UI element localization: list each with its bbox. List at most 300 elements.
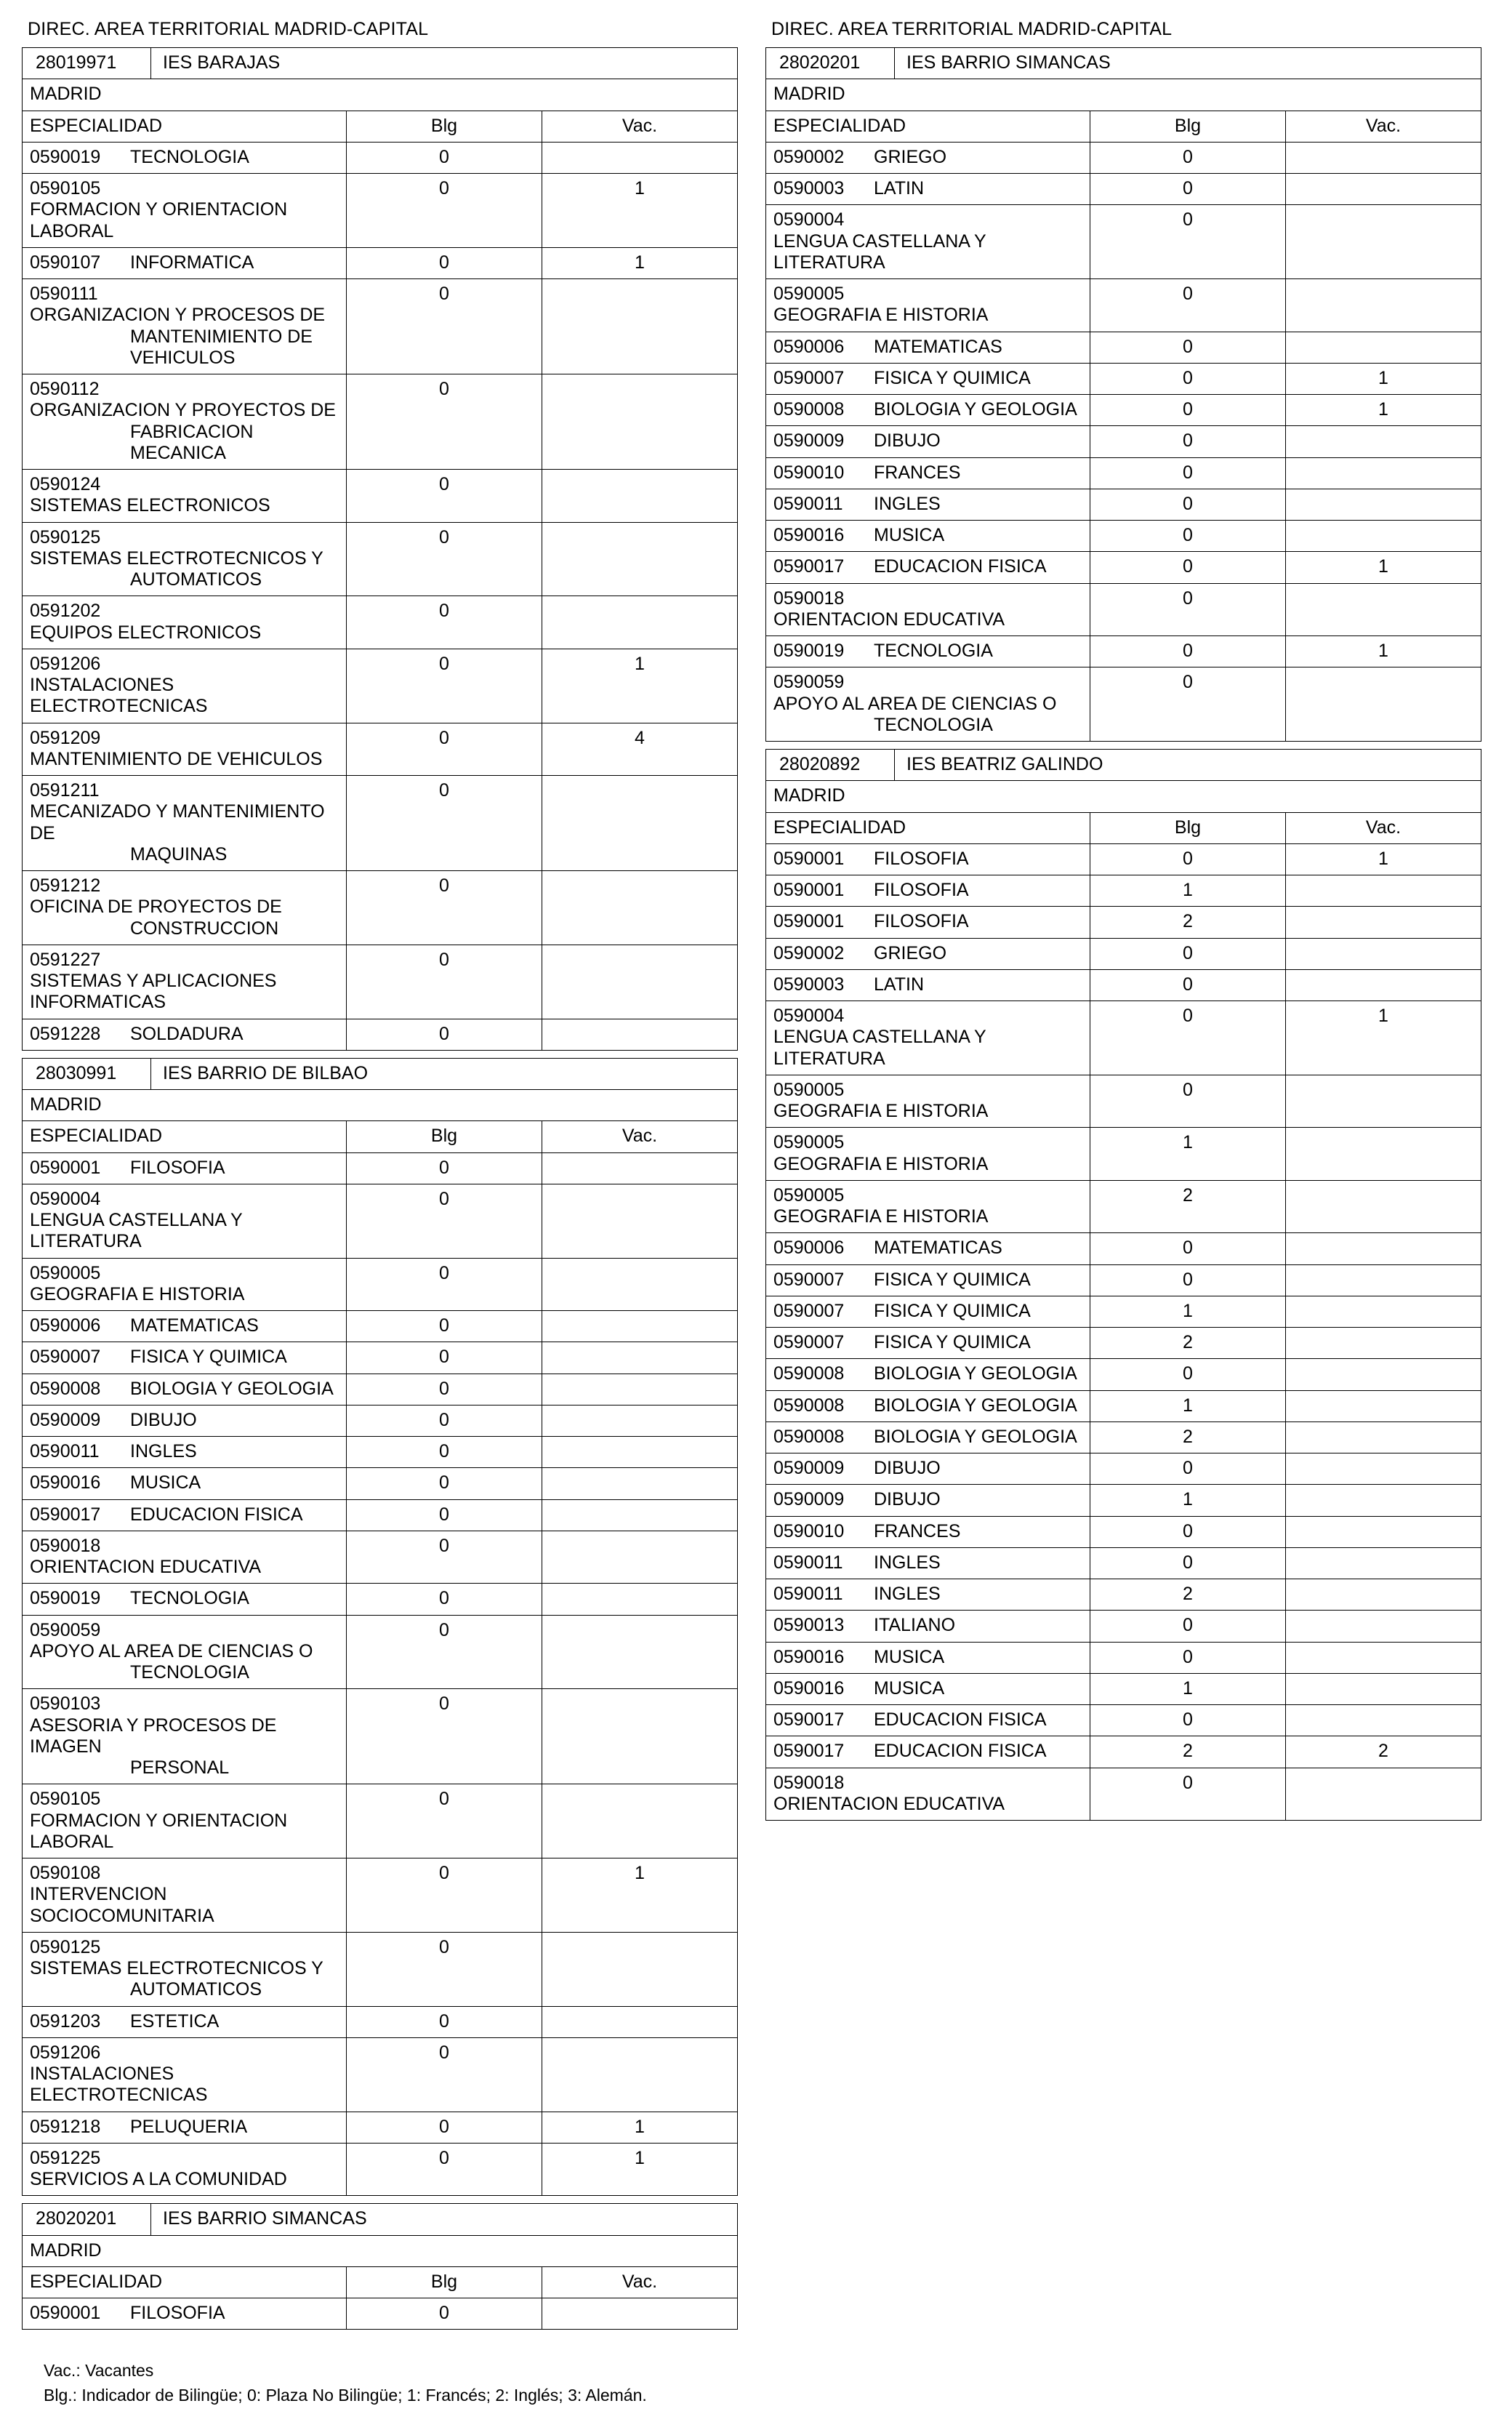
school-name: IES BARRIO DE BILBAO	[151, 1058, 738, 1089]
specialty-code: 0590112	[30, 379, 100, 399]
blg-value: 0	[1090, 1264, 1286, 1296]
table-row	[23, 174, 738, 248]
vac-value	[1286, 1673, 1481, 1704]
column-header-blg: Blg	[1090, 812, 1286, 843]
blg-value: 0	[347, 871, 542, 945]
specialty-name: FISICA Y QUIMICA	[130, 1347, 287, 1368]
table-row	[766, 457, 1481, 489]
school-block	[765, 749, 1481, 1821]
vac-value	[1286, 1421, 1481, 1453]
specialty-cell	[23, 776, 347, 871]
school-header-row	[23, 48, 738, 79]
table-row	[23, 1152, 738, 1184]
specialty-code: 0590008	[773, 1363, 845, 1384]
blg-value: 0	[347, 1405, 542, 1436]
blg-value: 1	[1090, 1673, 1286, 1704]
specialty-name: SERVICIOS A LA COMUNIDAD	[30, 2169, 287, 2189]
specialty-cell	[23, 1374, 347, 1405]
blg-value: 0	[1090, 969, 1286, 1001]
table-row	[766, 583, 1481, 636]
specialty-name: SISTEMAS ELECTROTECNICOS Y	[30, 1958, 323, 1978]
table-row	[766, 552, 1481, 583]
specialty-code: 0591206	[30, 653, 101, 674]
specialty-code: 0590004	[30, 1188, 101, 1209]
table-row	[23, 2006, 738, 2037]
specialty-cell	[766, 142, 1090, 173]
blg-value: 2	[1090, 907, 1286, 938]
table-row	[23, 2143, 738, 2196]
specialty-code: 0590008	[773, 399, 845, 420]
column-header-vac: Vac.	[1286, 812, 1481, 843]
specialty-name: SISTEMAS ELECTROTECNICOS Y	[30, 548, 323, 569]
vac-value	[1286, 1579, 1481, 1611]
blg-value: 0	[1090, 1359, 1286, 1390]
specialty-code: 0591202	[30, 601, 101, 622]
blg-value: 0	[1090, 363, 1286, 394]
specialty-name: EDUCACION FISICA	[874, 556, 1047, 577]
specialty-cell	[766, 1547, 1090, 1579]
table-row	[766, 1390, 1481, 1421]
specialty-cell	[766, 1485, 1090, 1516]
town-name: MADRID	[23, 1090, 738, 1121]
specialty-name: FILOSOFIA	[874, 911, 969, 932]
specialty-name: DIBUJO	[130, 1409, 197, 1430]
school-code: 28020892	[766, 750, 895, 781]
specialty-cell	[766, 1453, 1090, 1485]
specialty-name: INGLES	[874, 1552, 941, 1573]
specialty-code: 0590016	[30, 1472, 101, 1493]
table-row	[23, 470, 738, 523]
specialty-name: FILOSOFIA	[130, 2303, 225, 2323]
table-row	[766, 1485, 1481, 1516]
specialty-cell	[23, 522, 347, 596]
specialty-code: 0590059	[773, 672, 845, 693]
table-row	[766, 205, 1481, 279]
specialty-name-continuation: PERSONAL	[130, 1757, 230, 1778]
vac-value	[1286, 1705, 1481, 1736]
specialty-code: 0590009	[30, 1409, 101, 1430]
specialty-name: DIBUJO	[874, 1489, 941, 1510]
blg-value: 0	[347, 1932, 542, 2006]
town-name: MADRID	[23, 79, 738, 111]
table-row	[766, 279, 1481, 332]
blg-value: 0	[1090, 1453, 1286, 1485]
specialty-name: GEOGRAFIA E HISTORIA	[773, 1206, 989, 1227]
blg-value: 0	[347, 649, 542, 723]
vac-value	[542, 1784, 738, 1858]
vac-value	[542, 1584, 738, 1615]
vac-value: 1	[1286, 636, 1481, 667]
specialty-code: 0590001	[773, 848, 845, 869]
specialty-cell	[766, 1579, 1090, 1611]
specialty-name: INGLES	[874, 1584, 941, 1604]
specialty-cell	[23, 1019, 347, 1050]
blg-value: 0	[347, 174, 542, 248]
specialty-code: 0590017	[773, 1741, 845, 1762]
table-row	[766, 489, 1481, 520]
blg-value: 0	[347, 1374, 542, 1405]
specialty-cell	[23, 1468, 347, 1499]
specialty-code: 0590001	[773, 911, 845, 932]
column-header-blg: Blg	[347, 111, 542, 142]
vac-value	[542, 2298, 738, 2330]
specialty-code: 0590010	[773, 462, 845, 483]
vac-value	[1286, 907, 1481, 938]
specialty-cell	[23, 1184, 347, 1258]
specialty-name: MANTENIMIENTO DE VEHICULOS	[30, 748, 323, 769]
specialty-cell	[766, 1075, 1090, 1128]
specialty-cell	[766, 1390, 1090, 1421]
table-row	[766, 1516, 1481, 1547]
table-row	[766, 667, 1481, 742]
table-row	[23, 142, 738, 173]
specialty-cell	[766, 1328, 1090, 1359]
specialty-code: 0590011	[773, 1584, 843, 1604]
town-row	[23, 1090, 738, 1121]
specialty-name: FILOSOFIA	[874, 848, 969, 869]
blg-value: 2	[1090, 1736, 1286, 1768]
blg-value: 0	[1090, 279, 1286, 332]
vac-value	[542, 1184, 738, 1258]
table-row	[23, 1374, 738, 1405]
specialty-code: 0590019	[30, 1588, 101, 1609]
specialty-code: 0590001	[30, 1157, 101, 1178]
blg-value: 0	[1090, 142, 1286, 173]
vac-value: 1	[542, 2112, 738, 2143]
blg-value: 0	[347, 2143, 542, 2196]
town-row	[766, 781, 1481, 812]
table-row	[23, 1499, 738, 1531]
town-name: MADRID	[766, 79, 1481, 111]
table-row	[23, 596, 738, 649]
specialty-code: 0590008	[773, 1426, 845, 1447]
specialty-cell	[766, 875, 1090, 907]
specialty-cell	[23, 1615, 347, 1689]
specialty-code: 0590019	[773, 641, 845, 661]
school-name: IES BARAJAS	[151, 48, 738, 79]
specialty-cell	[766, 1128, 1090, 1181]
vac-value	[542, 1311, 738, 1342]
blg-value: 0	[1090, 489, 1286, 520]
vac-value	[1286, 1768, 1481, 1821]
specialty-code: 0590001	[773, 880, 845, 900]
specialty-cell	[23, 1437, 347, 1468]
specialty-name: INSTALACIONES ELECTROTECNICAS	[30, 675, 208, 717]
blg-value: 0	[1090, 843, 1286, 875]
specialty-code: 0591227	[30, 949, 101, 970]
specialty-cell	[23, 1689, 347, 1784]
school-code: 28030991	[23, 1058, 151, 1089]
specialty-cell	[23, 2112, 347, 2143]
table-row	[23, 1258, 738, 1311]
specialty-cell	[23, 1405, 347, 1436]
specialty-name: DIBUJO	[874, 1458, 941, 1478]
blg-value: 0	[1090, 457, 1286, 489]
specialty-name: APOYO AL AREA DE CIENCIAS O	[773, 693, 1057, 714]
school-name: IES BARRIO SIMANCAS	[151, 2204, 738, 2235]
table-row	[23, 723, 738, 776]
specialty-cell	[766, 552, 1090, 583]
specialty-name: FRANCES	[874, 462, 961, 483]
specialty-cell	[766, 205, 1090, 279]
blg-value: 0	[1090, 332, 1286, 363]
table-row	[766, 1705, 1481, 1736]
vac-value	[1286, 1516, 1481, 1547]
vac-value	[1286, 938, 1481, 969]
table-row	[766, 1180, 1481, 1233]
blg-value: 0	[347, 374, 542, 470]
specialty-code: 0591228	[30, 1023, 101, 1044]
table-row	[766, 1579, 1481, 1611]
specialty-cell	[23, 1342, 347, 1374]
specialty-cell	[766, 1001, 1090, 1075]
table-row	[23, 2037, 738, 2112]
specialty-name: MUSICA	[874, 1646, 945, 1667]
specialty-code: 0590019	[30, 146, 101, 167]
blg-value: 0	[1090, 1705, 1286, 1736]
specialty-code: 0590007	[773, 1269, 845, 1290]
blg-value: 0	[1090, 636, 1286, 667]
vac-value	[1286, 1642, 1481, 1673]
vac-value	[542, 1405, 738, 1436]
blg-value: 0	[347, 776, 542, 871]
vac-value	[1286, 1128, 1481, 1181]
specialty-cell	[23, 1258, 347, 1311]
specialty-name: FISICA Y QUIMICA	[874, 1332, 1031, 1352]
specialty-name: FISICA Y QUIMICA	[874, 367, 1031, 388]
table-row	[23, 522, 738, 596]
specialty-code: 0591218	[30, 2116, 101, 2137]
vac-value	[1286, 1485, 1481, 1516]
column-header-especialidad: ESPECIALIDAD	[23, 111, 347, 142]
vac-value	[1286, 1359, 1481, 1390]
specialty-name: INGLES	[874, 493, 941, 514]
specialty-code: 0590007	[773, 367, 845, 388]
specialty-name: TECNOLOGIA	[130, 146, 249, 167]
vac-value	[542, 2037, 738, 2112]
table-row	[766, 1611, 1481, 1642]
specialty-name: ITALIANO	[874, 1615, 956, 1636]
vac-value	[542, 2006, 738, 2037]
blg-value: 0	[347, 1437, 542, 1468]
table-row	[766, 1328, 1481, 1359]
vac-value: 1	[542, 2143, 738, 2196]
column-header-vac: Vac.	[1286, 111, 1481, 142]
specialty-cell	[766, 1768, 1090, 1821]
vac-value	[1286, 1328, 1481, 1359]
column-header-blg: Blg	[347, 2266, 542, 2298]
specialty-name: GEOGRAFIA E HISTORIA	[773, 305, 989, 326]
specialty-cell	[766, 667, 1090, 742]
specialty-cell	[766, 1611, 1090, 1642]
specialty-code: 0591211	[30, 780, 100, 801]
blg-value: 0	[347, 723, 542, 776]
school-block	[765, 47, 1481, 742]
table-row	[766, 1453, 1481, 1485]
left-blocks-container	[22, 47, 738, 2330]
specialty-cell	[23, 1152, 347, 1184]
table-row	[23, 1405, 738, 1436]
specialty-cell	[23, 1311, 347, 1342]
specialty-code: 0590124	[30, 474, 101, 494]
two-column-layout	[22, 19, 1483, 2330]
table-row	[23, 374, 738, 470]
right-blocks-container	[765, 47, 1481, 1821]
blg-value: 0	[347, 470, 542, 523]
town-name: MADRID	[766, 781, 1481, 812]
specialty-cell	[766, 636, 1090, 667]
specialty-name: INSTALACIONES ELECTROTECNICAS	[30, 2064, 208, 2106]
legend-footer	[22, 2359, 1483, 2407]
table-row	[23, 2112, 738, 2143]
specialty-name-continuation: MANTENIMIENTO DE VEHICULOS	[130, 326, 313, 368]
specialty-code: 0590016	[773, 1646, 845, 1667]
table-row	[766, 426, 1481, 457]
specialty-cell	[23, 1499, 347, 1531]
blg-value: 2	[1090, 1579, 1286, 1611]
specialty-code: 0590059	[30, 1619, 101, 1640]
table-row	[766, 174, 1481, 205]
specialty-name: FRANCES	[874, 1520, 961, 1541]
legend-bilingue: Blg.: Indicador de Bilingüe; 0: Plaza No Bilingüe; 1: Francés; 2: Inglés; 3: Alemán.	[44, 2385, 647, 2405]
specialty-cell	[23, 279, 347, 374]
specialty-name: APOYO AL AREA DE CIENCIAS O	[30, 1640, 313, 1661]
specialty-name: DIBUJO	[874, 430, 941, 452]
specialty-name: TECNOLOGIA	[874, 641, 993, 661]
specialty-code: 0590105	[30, 178, 101, 199]
specialty-cell	[766, 1673, 1090, 1704]
specialty-cell	[23, 2143, 347, 2196]
vac-value	[1286, 205, 1481, 279]
specialty-cell	[23, 723, 347, 776]
vac-value	[1286, 1264, 1481, 1296]
specialty-cell	[23, 2298, 347, 2330]
blg-value: 0	[347, 1784, 542, 1858]
specialty-name-continuation: AUTOMATICOS	[130, 569, 262, 590]
right-column	[765, 19, 1481, 1821]
specialty-name: GEOGRAFIA E HISTORIA	[773, 1101, 989, 1121]
vac-value	[1286, 279, 1481, 332]
specialty-cell	[766, 1516, 1090, 1547]
table-row	[766, 521, 1481, 552]
blg-value: 0	[347, 522, 542, 596]
blg-value: 0	[347, 1019, 542, 1050]
specialty-code: 0590007	[773, 1300, 845, 1321]
directorate-header-left: DIREC. AREA TERRITORIAL MADRID-CAPITAL	[28, 19, 429, 39]
specialty-code: 0590002	[773, 146, 845, 167]
table-row	[23, 1584, 738, 1615]
table-row	[23, 1784, 738, 1858]
specialty-name: SISTEMAS Y APLICACIONES INFORMATICAS	[30, 971, 277, 1013]
town-row	[23, 2235, 738, 2266]
table-header-row	[23, 2266, 738, 2298]
specialty-cell	[766, 583, 1090, 636]
specialty-name: BIOLOGIA Y GEOLOGIA	[874, 1363, 1077, 1384]
specialty-cell	[766, 907, 1090, 938]
specialty-name: INFORMATICA	[130, 252, 254, 273]
specialty-cell	[23, 871, 347, 945]
blg-value: 0	[347, 945, 542, 1019]
blg-value: 0	[1090, 583, 1286, 636]
blg-value: 0	[347, 2006, 542, 2037]
specialty-cell	[766, 969, 1090, 1001]
specialty-code: 0590005	[773, 1079, 845, 1100]
specialty-name: FORMACION Y ORIENTACION LABORAL	[30, 199, 288, 241]
table-row	[23, 871, 738, 945]
blg-value: 0	[1090, 521, 1286, 552]
specialty-code: 0590007	[30, 1347, 101, 1368]
vac-value: 1	[542, 1858, 738, 1933]
table-row	[766, 332, 1481, 363]
vac-value	[1286, 489, 1481, 520]
blg-value: 0	[1090, 205, 1286, 279]
specialty-name-continuation: CONSTRUCCION	[130, 918, 279, 939]
specialty-code: 0590009	[773, 1458, 845, 1478]
blg-value: 0	[347, 279, 542, 374]
blg-value: 0	[347, 1342, 542, 1374]
column-header-blg: Blg	[1090, 111, 1286, 142]
table-row	[766, 1075, 1481, 1128]
table-row	[23, 247, 738, 278]
specialty-name: ASESORIA Y PROCESOS DE IMAGEN	[30, 1715, 277, 1757]
specialty-name: FILOSOFIA	[130, 1157, 225, 1178]
table-row	[766, 843, 1481, 875]
specialty-code: 0591206	[30, 2042, 101, 2063]
blg-value: 0	[347, 1584, 542, 1615]
specialty-cell	[766, 332, 1090, 363]
table-row	[23, 1311, 738, 1342]
specialty-code: 0590008	[773, 1395, 845, 1416]
specialty-name: SOLDADURA	[130, 1023, 244, 1044]
vac-value	[1286, 1180, 1481, 1233]
blg-value: 0	[347, 1184, 542, 1258]
blg-value: 0	[1090, 1001, 1286, 1075]
table-row	[23, 945, 738, 1019]
specialty-code: 0590008	[30, 1378, 101, 1399]
table-row	[766, 395, 1481, 426]
table-row	[766, 875, 1481, 907]
blg-value: 0	[347, 2037, 542, 2112]
specialty-cell	[23, 247, 347, 278]
vac-value	[1286, 142, 1481, 173]
directorate-header-right: DIREC. AREA TERRITORIAL MADRID-CAPITAL	[771, 19, 1173, 39]
specialty-name: ORGANIZACION Y PROYECTOS DE	[30, 400, 336, 421]
specialty-code: 0590017	[773, 1709, 845, 1730]
specialty-cell	[23, 142, 347, 173]
table-header-row	[766, 111, 1481, 142]
specialty-cell	[23, 374, 347, 470]
vac-value	[1286, 426, 1481, 457]
table-row	[766, 363, 1481, 394]
blg-value: 0	[347, 1531, 542, 1584]
school-code: 28020201	[23, 2204, 151, 2235]
specialty-cell	[766, 938, 1090, 969]
specialty-code: 0590006	[30, 1315, 101, 1336]
specialty-name-continuation: TECNOLOGIA	[130, 1662, 249, 1683]
vac-value	[542, 1499, 738, 1531]
specialty-code: 0590125	[30, 526, 101, 548]
specialty-cell	[23, 596, 347, 649]
specialty-name: MATEMATICAS	[874, 1238, 1002, 1259]
column-header-vac: Vac.	[542, 2266, 738, 2298]
specialty-cell	[766, 279, 1090, 332]
specialty-name: EDUCACION FISICA	[874, 1741, 1047, 1762]
blg-value: 0	[347, 1152, 542, 1184]
vac-value: 2	[1286, 1736, 1481, 1768]
vac-value	[1286, 1547, 1481, 1579]
specialty-code: 0590005	[773, 1132, 845, 1153]
vac-value	[1286, 1611, 1481, 1642]
